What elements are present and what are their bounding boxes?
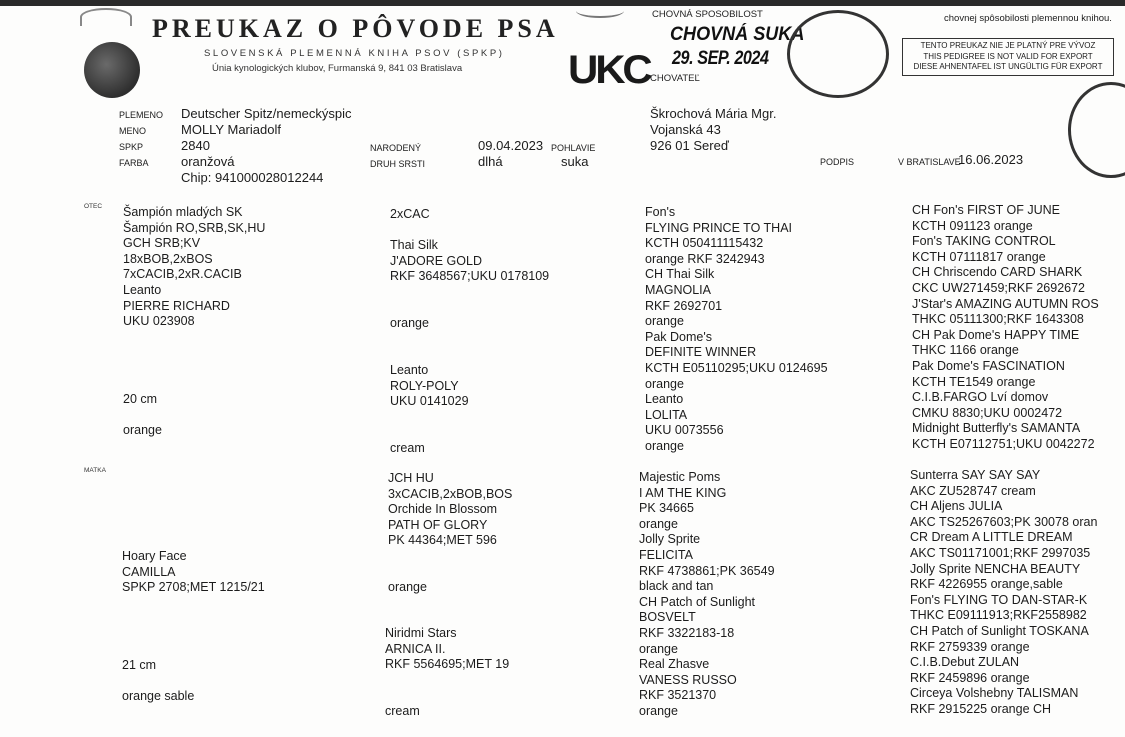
pedigree-line: C.I.B.Debut ZULAN [910,655,1020,670]
dam-granddam-column [385,626,509,720]
name-value: MOLLY Mariadolf [181,122,281,137]
pedigree-line: Fon's FLYING TO DAN-STAR-K [910,592,1088,607]
pedigree-line: orange [645,314,684,329]
coat-value: dlhá [478,154,503,169]
pedigree-line: RKF 3521370 [639,688,717,703]
pedigree-line [390,301,549,317]
seal-icon [84,42,140,98]
pedigree-line: CH Patch of Sunlight TOSKANA [910,623,1089,638]
breed-value: Deutscher Spitz/nemeckýspic [181,106,352,121]
pedigree-line: 18xBOB,2xBOS [123,251,213,266]
stamp-label-bottom: CHOVATEĽ [650,73,700,84]
pedigree-line: black and tan [639,579,714,594]
sex-value: suka [561,154,589,169]
pedigree-line: 21 cm [122,658,157,673]
notice-line: THIS PEDIGREE IS NOT VALID FOR EXPORT [923,51,1093,61]
breeding-status-stamp: CHOVNÁ SUKA [670,24,805,45]
spkp-label: SPKP [119,142,144,152]
pedigree-line: CAMILLA [122,564,176,579]
pedigree-line: RKF 4738861;PK 36549 [639,563,775,578]
pedigree-line [390,223,549,239]
pedigree-line: JCH HU [388,471,434,485]
fan-emblem-right-icon [576,4,624,18]
color-label: FARBA [119,158,149,168]
pedigree-line: CMKU 8830;UKU 0002472 [912,405,1063,420]
pedigree-line: RKF 2459896 orange [910,670,1030,685]
pedigree-line [390,285,549,301]
pedigree-line: 2xCAC [390,207,430,221]
pedigree-line: KCTH 07111817 orange [912,249,1046,264]
pedigree-line [388,549,512,565]
pedigree-line: I AM THE KING [639,485,727,500]
pedigree-line: KCTH 091123 orange [912,218,1033,233]
pedigree-line [385,673,509,689]
pedigree-line: Fon's [645,205,676,219]
pedigree-line: Fon's TAKING CONTROL [912,234,1056,249]
pedigree-line: RKF 2692701 [645,298,723,313]
pedigree-line: Real Zhasve [639,657,710,672]
pedigree-line: KCTH 050411115432 [645,236,764,251]
pedigree-line: orange RKF 3242943 [645,251,765,266]
owner-city: 926 01 Sereď [650,138,729,153]
pedigree-line: CH Fon's FIRST OF JUNE [912,203,1061,217]
issue-date: 16.06.2023 [958,152,1024,167]
pedigree-line: cream [390,440,425,455]
export-notice [902,38,1114,76]
pedigree-line: LOLITA [645,407,688,422]
pedigree-line: PATH OF GLORY [388,517,488,532]
pedigree-line: RKF 2915225 orange CH [910,701,1052,716]
pedigree-line: BOSVELT [639,610,696,625]
top-edge-bar [0,0,1125,6]
pedigree-line [385,688,509,704]
pedigree-line [123,361,265,377]
dam-gg-grandparents-column [910,468,1097,718]
pedigree-line: PK 44364;MET 596 [388,533,497,548]
pedigree-line: Majestic Poms [639,470,721,484]
pedigree-line: CH Pak Dome's HAPPY TIME [912,327,1080,342]
born-value: 09.04.2023 [478,138,544,153]
pedigree-line: SPKP 2708;MET 1215/21 [122,580,265,595]
registry-name: SLOVENSKÁ PLEMENNÁ KNIHA PSOV (SPKP) [204,48,505,59]
pedigree-line: Leanto [390,363,429,377]
pedigree-line: DEFINITE WINNER [645,345,757,360]
pedigree-line: Midnight Butterfly's SAMANTA [912,421,1081,436]
pedigree-line: RKF 4226955 orange,sable [910,577,1063,592]
dam-column-parent [122,549,265,705]
pedigree-line: FELICITA [639,547,693,562]
place-label: V BRATISLAVE [898,157,961,167]
pedigree-line: cream [385,703,420,718]
pedigree-line: orange [639,641,678,656]
pedigree-line [122,627,265,643]
document-title: PREUKAZ O PÔVODE PSA [152,14,559,43]
sire-great-grandparents-column [645,205,828,455]
pedigree-line: orange [639,703,678,718]
dam-great-grandparents-column [639,470,775,720]
pedigree-line: Niridmi Stars [385,626,457,640]
pedigree-line: orange [645,438,684,453]
name-label: MENO [119,126,146,136]
pedigree-line [123,408,265,424]
signature-label: PODPIS [820,157,855,167]
breed-label: PLEMENO [119,110,164,120]
pedigree-line: CKC UW271459;RKF 2692672 [912,280,1086,295]
pedigree-line: Šampión mladých SK [123,205,243,219]
pedigree-line: RKF 3322183-18 [639,625,735,640]
pedigree-line: UKU 0073556 [645,423,724,438]
pedigree-line: VANESS RUSSO [639,672,737,687]
pedigree-line: ARNICA II. [385,641,446,656]
notice-line: TENTO PREUKAZ NIE JE PLATNÝ PRE VÝVOZ [920,41,1096,50]
stamp-label-top: CHOVNÁ SPOSOBILOST [652,9,763,20]
spkp-value: 2840 [181,138,210,153]
registry-address: Únia kynologických klubov, Furmanská 9, 841 03 Bratislava [212,63,463,74]
pedigree-line: UKU 023908 [123,314,195,329]
pedigree-line: AKC TS01171001;RKF 2997035 [910,545,1091,560]
sex-label: POHLAVIE [551,143,596,153]
pedigree-line: Hoary Face [122,549,187,563]
fan-emblem-icon [80,8,132,26]
notice-line: DIESE AHNENTAFEL IST UNGÜLTIG FÜR EXPORT [913,62,1103,71]
pedigree-line [122,611,265,627]
pedigree-line: UKU 0141029 [390,394,469,409]
dam-section-label: MATKA [84,467,106,474]
pedigree-line: orange [645,376,684,391]
owner-street: Vojanská 43 [650,122,721,137]
pedigree-line: RKF 5564695;MET 19 [385,657,510,672]
pedigree-line: GCH SRB;KV [123,236,201,251]
pedigree-line: KCTH E07112751;UKU 0042272 [912,436,1095,451]
pedigree-line: orange [390,316,429,331]
sire-column-parent [123,205,265,439]
pedigree-line: AKC TS25267603;PK 30078 oran [910,514,1098,529]
pedigree-line [123,330,265,346]
pedigree-line: MAGNOLIA [645,282,711,297]
pedigree-line: FLYING PRINCE TO THAI [645,220,793,235]
pedigree-line: THKC 1166 orange [912,343,1019,358]
pedigree-line [388,565,512,581]
sire-granddam-column [390,363,469,457]
pedigree-line: orange [639,516,678,531]
pedigree-line: Orchide In Blossom [388,502,498,517]
pedigree-line: CR Dream A LITTLE DREAM [910,530,1073,545]
pedigree-line: Jolly Sprite NENCHA BEAUTY [910,561,1081,576]
pedigree-line: CH Thai Silk [645,267,715,282]
pedigree-line: CH Patch of Sunlight [639,594,756,609]
stamp-date: 29. SEP. 2024 [672,48,769,69]
pedigree-line: J'ADORE GOLD [390,253,482,268]
pedigree-line: Pak Dome's FASCINATION [912,358,1065,373]
pedigree-line: Jolly Sprite [639,532,701,547]
born-label: NARODENÝ [370,143,422,153]
pedigree-line [122,643,265,659]
pedigree-line: orange sable [122,689,195,704]
sire-gg-grandparents-column [912,203,1099,453]
ukc-logo: UKC [568,48,650,92]
pedigree-line: orange [388,580,427,595]
sire-grandsire-column [390,207,549,332]
owner-name: Škrochová Mária Mgr. [650,106,777,121]
pedigree-line [390,425,469,441]
pedigree-line: KCTH E05110295;UKU 0124695 [645,360,828,375]
pedigree-line: Leanto [123,282,162,297]
pedigree-line: Šampión RO,SRB,SK,HU [123,220,266,235]
pedigree-line: Thai Silk [390,238,438,253]
sire-section-label: OTEC [84,203,103,210]
dam-grandsire-column [388,471,512,596]
round-stamp-icon [787,10,889,98]
pedigree-line [123,345,265,361]
chip-value: Chip: 941000028012244 [181,170,324,185]
pedigree-line: Circeya Volshebny TALISMAN [910,686,1079,701]
pedigree-line: THKC 05111300;RKF 1643308 [912,312,1084,327]
right-note: chovnej spôsobilosti plemennou knihou. [944,13,1112,24]
pedigree-line: Leanto [645,392,684,407]
pedigree-line: PIERRE RICHARD [123,298,230,313]
coat-label: DRUH SRSTI [370,159,426,169]
pedigree-line: C.I.B.FARGO Lví domov [912,390,1049,405]
pedigree-line [390,410,469,426]
pedigree-line: RKF 3648567;UKU 0178109 [390,269,550,284]
color-value: oranžová [181,154,235,169]
pedigree-line: RKF 2759339 orange [910,639,1030,654]
pedigree-line: Sunterra SAY SAY SAY [910,468,1041,482]
pedigree-line: ROLY-POLY [390,378,459,393]
round-stamp-right-icon [1068,82,1125,178]
pedigree-line: orange [123,423,162,438]
pedigree-line: KCTH TE1549 orange [912,374,1036,389]
pedigree-line: CH Chriscendo CARD SHARK [912,265,1083,280]
pedigree-line: 20 cm [123,392,158,407]
pedigree-line: 7xCACIB,2xR.CACIB [123,267,242,282]
pedigree-line: 3xCACIB,2xBOB,BOS [388,486,513,501]
pedigree-line [122,674,265,690]
pedigree-line: AKC ZU528747 cream [910,483,1036,498]
pedigree-line: J'Star's AMAZING AUTUMN ROS [912,296,1099,311]
pedigree-line: CH Aljens JULIA [910,499,1003,514]
pedigree-line [122,596,265,612]
pedigree-line [123,377,265,393]
pedigree-line: PK 34665 [639,501,694,516]
pedigree-line: Pak Dome's [645,329,712,344]
pedigree-line: THKC E09111913;RKF2558982 [910,608,1087,623]
